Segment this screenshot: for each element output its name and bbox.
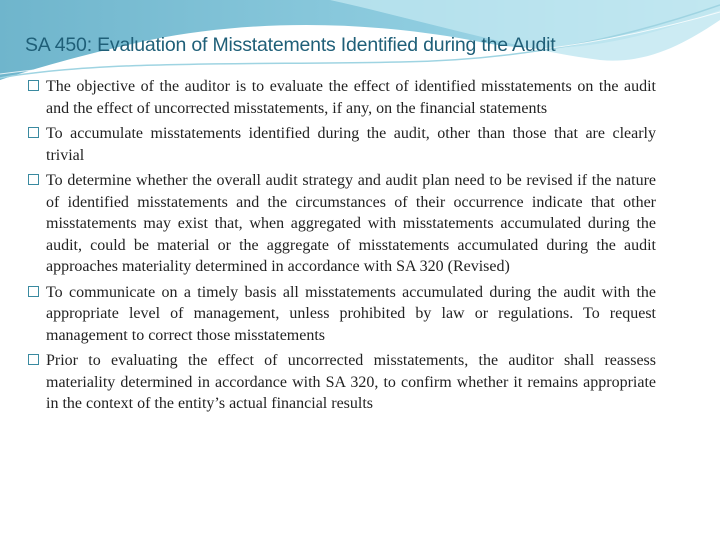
bullet-item (26, 76, 656, 119)
bullet-item (26, 123, 656, 166)
bullet-text: To communicate on a timely basis all misstatements accumulated during the audit with the appropriate level of management, unless prohibited by law or regulations. To request management to correct those misstatements (46, 283, 656, 344)
bullet-list (26, 76, 656, 419)
bullet-text: To accumulate misstatements identified during the audit, other than those that are clearly trivial (46, 125, 656, 164)
bullet-item (26, 170, 656, 278)
square-bullet-icon (28, 80, 39, 91)
slide-title: SA 450: Evaluation of Misstatements Identified during the Audit (25, 34, 556, 56)
square-bullet-icon (28, 354, 39, 365)
square-bullet-icon (28, 127, 39, 138)
bullet-item (26, 282, 656, 347)
square-bullet-icon (28, 174, 39, 185)
bullet-text: Prior to evaluating the effect of uncorrected misstatements, the auditor shall reassess materiality determined in accordance with SA 320, to confirm whether it remains appropriate in the context of the entity’s actual financial results (46, 352, 656, 412)
square-bullet-icon (28, 286, 39, 297)
bullet-text: To determine whether the overall audit strategy and audit plan need to be revised if the nature of identified misstatements and the circumstances of their occurrence indicate that other misstatements may exist that, when aggregated with misstatements accumulated during the audit, could be material or the aggregate of misstatements accumulated during the audit approaches materiality determined in accordance with SA 320 (Revised) (46, 172, 656, 275)
bullet-text: The objective of the auditor is to evaluate the effect of identified misstatements on the audit and the effect of uncorrected misstatements, if any, on the financial statements (46, 78, 656, 117)
bullet-item (26, 350, 656, 415)
